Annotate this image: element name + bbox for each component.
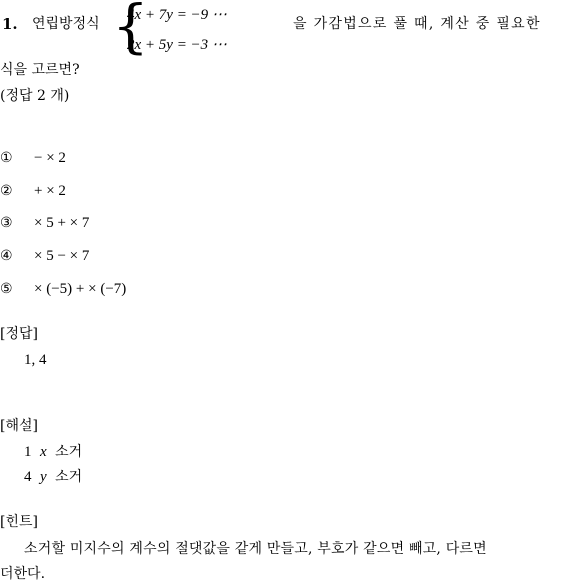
problem-number: 1. [2, 15, 18, 33]
choice-1-expression: − × 2 [34, 150, 66, 166]
explanation-line-2 [24, 470, 82, 485]
answer-value: 1, 4 [24, 352, 47, 368]
equation-2: 2x + 5y = −3 ⋯ [127, 37, 227, 53]
explanation-line-2-num: 4 [24, 469, 32, 485]
choice-5-expression: × (−5) + × (−7) [34, 281, 127, 297]
explanation-line-1-text: 소거 [55, 444, 83, 460]
choice-2-marker[interactable]: ② [0, 183, 13, 199]
choice-4-marker[interactable]: ④ [0, 248, 13, 264]
answer-count: (정답 2 개) [0, 88, 70, 104]
problem-stem-line2: 식을 고르면? [0, 62, 80, 78]
equation-1: 4x + 7y = −9 ⋯ [127, 7, 227, 23]
explanation-label: [해설] [0, 418, 38, 434]
explanation-line-2-var: y [39, 469, 47, 485]
hint-line-2: 더한다. [0, 566, 46, 582]
choice-5-marker[interactable]: ⑤ [0, 281, 13, 297]
choice-3-marker[interactable]: ③ [0, 215, 13, 231]
choice-1-marker[interactable]: ① [0, 150, 13, 166]
hint-label: [힌트] [0, 514, 38, 530]
choice-4-expression: × 5 − × 7 [34, 248, 90, 264]
explanation-line-1-var: x [39, 444, 47, 460]
explanation-line-1 [24, 445, 82, 460]
hint-line-1: 소거할 미지수의 계수의 절댓값을 같게 만들고, 부호가 같으면 빼고, 다르면 [24, 541, 487, 557]
explanation-line-1-num: 1 [24, 444, 32, 460]
problem-stem-lead: 연립방정식 [32, 16, 100, 32]
answer-label: [정답] [0, 326, 38, 342]
system-brace: { [112, 0, 149, 60]
choice-2-expression: + × 2 [34, 183, 66, 199]
choice-3-expression: × 5 + × 7 [34, 215, 90, 231]
problem-stem-tail: 을 가감법으로 풀 때, 계산 중 필요한 [293, 16, 541, 32]
explanation-line-2-text: 소거 [55, 469, 83, 485]
